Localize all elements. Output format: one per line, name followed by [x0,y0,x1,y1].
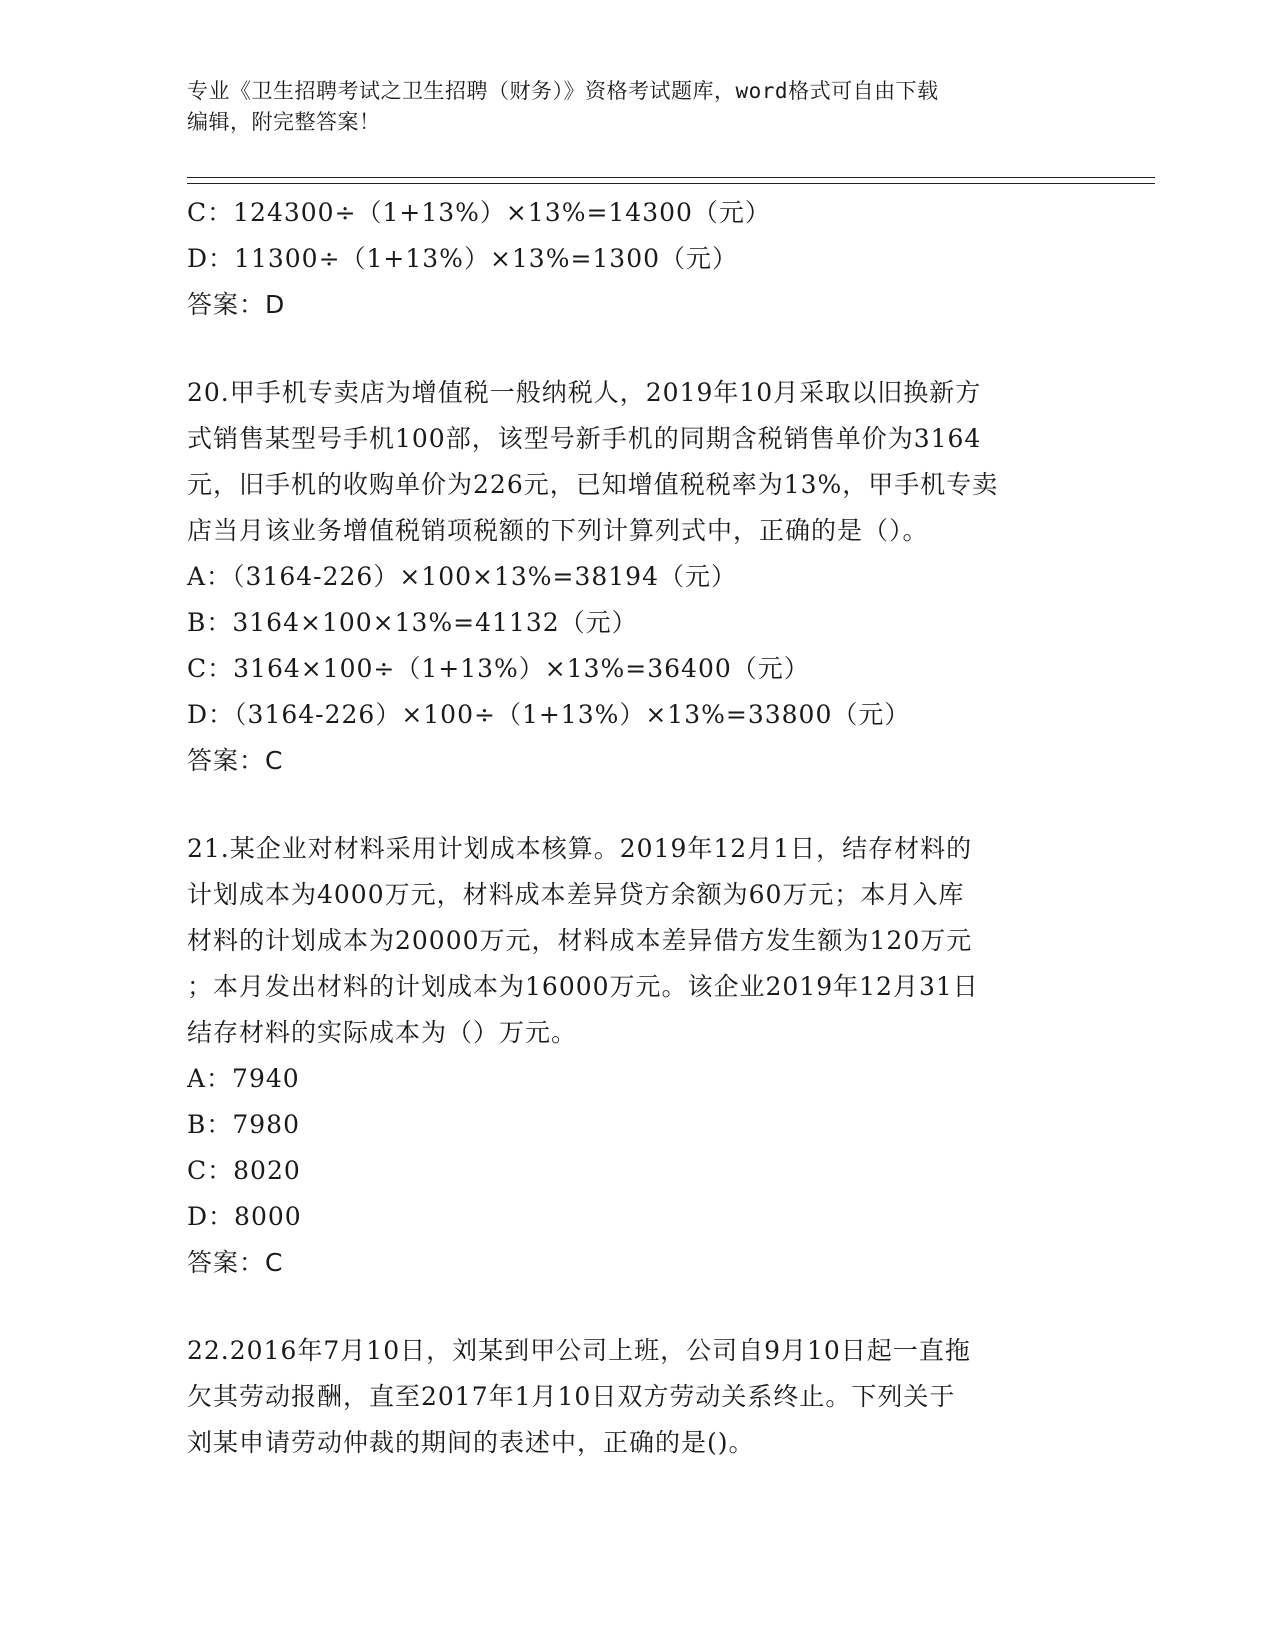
q20-option-a: A：（3164-226）×100×13%=38194（元） [187,562,737,591]
q21-option-b: B：7980 [187,1110,300,1139]
document-header [187,76,1087,138]
q21-stem-line: 计划成本为4000万元，材料成本差异贷方余额为60万元；本月入库 [187,880,965,909]
q20-option-d: D：（3164-226）×100÷（1+13%）×13%=33800（元） [187,700,911,729]
q21-option-c: C：8020 [187,1156,301,1185]
q20-stem-line: 元，旧手机的收购单价为226元，已知增值税税率为13%，甲手机专卖 [187,470,999,499]
q21-stem-line: 21.某企业对材料采用计划成本核算。2019年12月1日，结存材料的 [187,834,973,863]
spacer [187,1286,1087,1328]
q20-option-c: C：3164×100÷（1+13%）×13%=36400（元） [187,654,810,683]
q21-stem-line: ；本月发出材料的计划成本为16000万元。该企业2019年12月31日 [187,972,979,1001]
q22-stem-line: 22.2016年7月10日，刘某到甲公司上班，公司自9月10日起一直拖 [187,1336,971,1365]
q22-stem-line: 刘某申请劳动仲裁的期间的表述中，正确的是()。 [187,1428,755,1457]
q20-stem-line: 20.甲手机专卖店为增值税一般纳税人，2019年10月采取以旧换新方 [187,378,982,407]
q21-stem-line: 结存材料的实际成本为（）万元。 [187,1018,578,1047]
q20-option-b: B：3164×100×13%=41132（元） [187,608,638,637]
q21-option-a: A：7940 [187,1064,300,1093]
q19-answer: 答案：D [187,290,286,319]
header-divider-top [187,177,1155,178]
q21-stem-line: 材料的计划成本为20000万元，材料成本差异借方发生额为120万元 [187,926,973,955]
q20-stem-line: 式销售某型号手机100部，该型号新手机的同期含税销售单价为3164 [187,424,982,453]
q20-answer: 答案：C [187,746,284,775]
q20-stem-line: 店当月该业务增值税销项税额的下列计算列式中，正确的是（）。 [187,516,929,545]
header-line-1: 专业《卫生招聘考试之卫生招聘（财务）》资格考试题库，word格式可自由下载 [187,79,939,103]
spacer [187,328,1087,370]
q19-option-d: D：11300÷（1+13%）×13%=1300（元） [187,244,739,273]
q21-answer: 答案：C [187,1248,284,1277]
q22-stem-line: 欠其劳动报酬，直至2017年1月10日双方劳动关系终止。下列关于 [187,1382,956,1411]
q21-option-d: D：8000 [187,1202,302,1231]
header-divider-bottom [187,183,1155,184]
header-line-2: 编辑，附完整答案！ [187,110,381,134]
spacer [187,784,1087,826]
q19-option-c: C：124300÷（1+13%）×13%=14300（元） [187,198,771,227]
question-list [187,190,1087,1466]
